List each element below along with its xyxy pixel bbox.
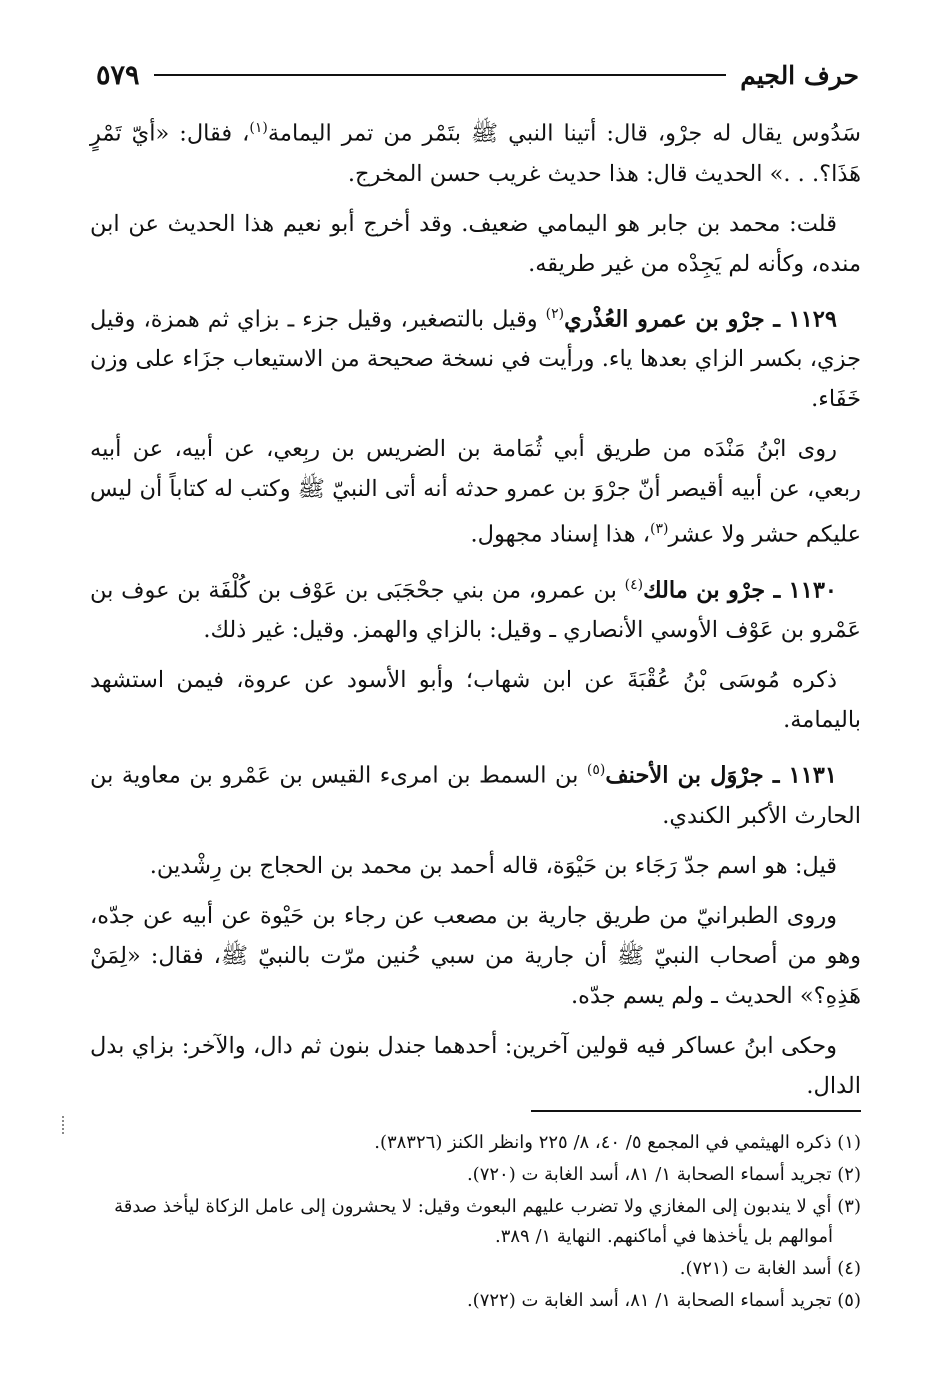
paragraph: روى ابْنُ مَنْدَه من طريق أبي ثُمَامة بن الضريس بن ربِعي، عن أبيه، عن أبيه ربعي، عن أبيه أقيصر أنّ جرْوَ بن عمرو حدثه أنه أتى النبيّ ﷺ وكتب له كتاباً أن ليس عليكم حشر ولا عشر$^{(٣)}$، هذا إسناد مجهول. xyxy=(90,436,861,548)
footnote-continuation: أموالهم بل يأخذها في أماكنهم. النهاية ١/ ٣٨٩. xyxy=(494,1226,833,1247)
footnote-text: تجريد أسماء الصحابة ١/ ٨١، أسد الغابة ت (٧٢٠). xyxy=(466,1164,832,1185)
footnote xyxy=(88,1192,861,1252)
footnote-ref: (٣) xyxy=(650,521,669,537)
entry-1130: ١١٣٠ ـ جرْو بن مالك$^{(٤)}$ بن عمرو، من بني جحْجَبَى بن عَوْف بن كُلْفَة بن عوف بن عَمْرو بن عَوْف الأوسي الأنصاري ـ وقيل: بالزاي والهمز. وقيل: غير ذلك. xyxy=(90,576,861,643)
margin-mark xyxy=(62,1116,66,1134)
footnote-number: (٥) xyxy=(837,1290,861,1311)
entry-heading: ١١٣١ ـ جرْوَل بن الأحنف xyxy=(605,762,837,789)
footnote-number: (١) xyxy=(837,1132,861,1153)
paragraph: ذكره مُوسَى بْنُ عُقْبَةَ عن ابن شهاب؛ وأبو الأسود عن عروة، فيمن استشهد باليمامة. xyxy=(90,667,861,733)
footnote-ref: (٤) xyxy=(624,576,644,593)
footnote-number: (٤) xyxy=(837,1258,861,1279)
paragraph: سَدُوس يقال له جرْو، قال: أتينا النبي ﷺ بتَمْر من تمر اليمامة$^{(١)}$، فقال: «أيّ تَمْرٍ هَذَا؟. . .» الحديث قال: هذا حديث غريب حسن المخرج. xyxy=(90,120,861,187)
footnote-text: تجريد أسماء الصحابة ١/ ٨١، أسد الغابة ت (٧٢٢). xyxy=(466,1290,832,1311)
footnote xyxy=(88,1286,861,1316)
paragraph: قيل: هو اسم جدّ رَجَاء بن حَيْوَة، قاله أحمد بن محمد بن الحجاج بن رِشْدين. xyxy=(149,852,837,879)
chapter-title: حرف الجيم xyxy=(740,60,859,90)
footnote-number: (٣) xyxy=(837,1196,861,1217)
entry-1131: ١١٣١ ـ جرْوَل بن الأحنف$^{(٥)}$ بن السمط بن امرىء القيس بن عَمْرو بن معاوية بن الحارث الأكبر الكندي. xyxy=(90,762,861,829)
footnote-number: (٢) xyxy=(837,1164,861,1185)
footnote xyxy=(88,1254,861,1284)
footnote-text: ذكره الهيثمي في المجمع ٥/ ٤٠، ٨/ ٢٢٥ وانظر الكنز (٣٨٣٢٦). xyxy=(374,1132,832,1153)
footnote-text: أسد الغابة ت (٧٢١). xyxy=(679,1258,832,1279)
footnote-ref: (١) xyxy=(249,120,268,136)
footnote xyxy=(88,1128,861,1158)
header-rule xyxy=(154,74,727,76)
footnote-text: أي لا يندبون إلى المغازي ولا تضرب عليهم البعوث وقيل: لا يحشرون إلى عامل الزكاة ليأخذ صدقة xyxy=(114,1196,832,1217)
entry-1129: ١١٢٩ ـ جرْو بن عمرو العُذْري$^{(٢)}$ وقيل بالتصغير، وقيل جزء ـ بزاي ثم همزة، وقيل جزي، بكسر الزاي بعدها ياء. ورأيت في نسخة صحيحة من الاستيعاب جزَاء على وزن خَفَاء. xyxy=(90,305,861,412)
entry-heading: ١١٢٩ ـ جرْو بن عمرو العُذْري xyxy=(564,306,837,332)
footnote-separator xyxy=(531,1110,861,1112)
entry-heading: ١١٣٠ ـ جرْو بن مالك xyxy=(643,577,837,603)
footnote-ref: (٥) xyxy=(586,762,606,778)
paragraph: وحكى ابنُ عساكر فيه قولين آخرين: أحدهما جندل بنون ثم دال، والآخر: بزاي بدل الدال. xyxy=(90,1032,861,1099)
paragraph: قلت: محمد بن جابر هو اليمامي ضعيف. وقد أخرج أبو نعيم هذا الحديث عن ابن منده، وكأنه لم يَجِدْه من غير طريقه. xyxy=(90,210,861,277)
page-number: ٥٧٩ xyxy=(96,59,140,91)
main-text xyxy=(90,108,861,1116)
footnote-ref: (٢) xyxy=(545,305,565,322)
footnote xyxy=(88,1160,861,1190)
footnotes xyxy=(88,1128,861,1318)
paragraph: وروى الطبرانيّ من طريق جارية بن مصعب عن رجاء بن حَيْوة عن أبيه عن جدّه، وهو من أصحاب النبيّ ﷺ أن جارية من سبي حُنين مرّت بالنبيّ ﷺ، فقال: «لِمَنْ هَذِهِ؟» الحديث ـ ولم يسم جدّه. xyxy=(90,902,861,1009)
running-header xyxy=(96,55,859,95)
